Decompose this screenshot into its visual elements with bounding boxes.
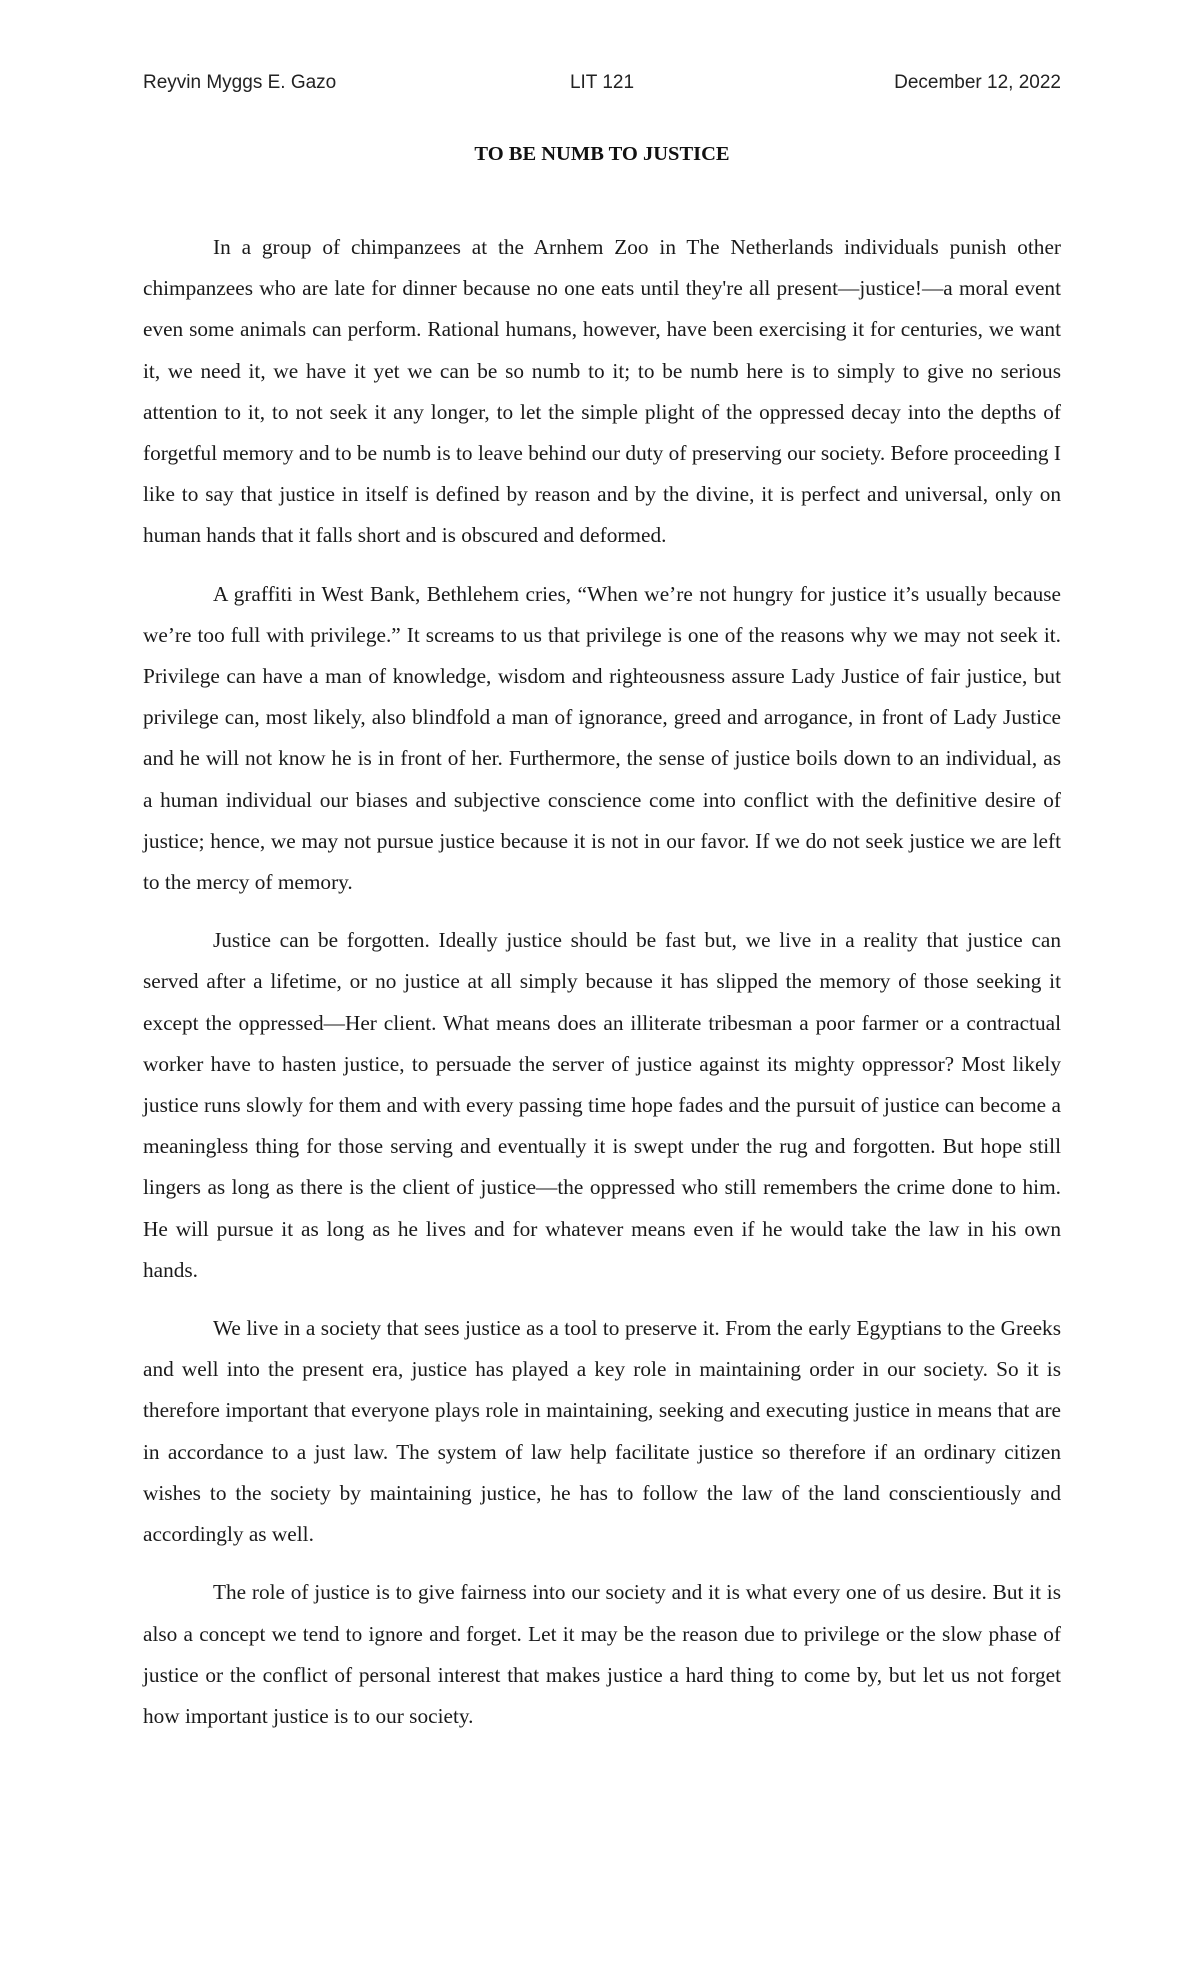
paragraph-1: In a group of chimpanzees at the Arnhem Zoo in The Netherlands individuals punish other chimpanzees who are late for dinner because no one eats until they're all present—justice!—a moral event even some animals can perform. Rational humans, however, have been exercising it for centuries, we want it, we need it, we have it yet we can be so numb to it; to be numb here is to simply to give no serious attention to it, to not seek it any longer, to let the simple plight of the oppressed decay into the depths of forgetful memory and to be numb is to leave behind our duty of preserving our society. Before proceeding I like to say that justice in itself is defined by reason and by the divine, it is perfect and universal, only on human hands that it falls short and is obscured and deformed. — [143, 235, 1061, 548]
header-date: December 12, 2022 — [894, 72, 1061, 93]
paragraph-5: The role of justice is to give fairness into our society and it is what every one of us desire. But it is also a concept we tend to ignore and forget. Let it may be the reason due to privilege or the slow phase of justice or the conflict of personal interest that makes justice a hard thing to come by, but let us not forget how important justice is to our society. — [143, 1580, 1061, 1728]
paragraph-2: A graffiti in West Bank, Bethlehem cries, “When we’re not hungry for justice it’s usually because we’re too full with privilege.” It screams to us that privilege is one of the reasons why we may not seek it. Privilege can have a man of knowledge, wisdom and righteousness assure Lady Justice of fair justice, but privilege can, most likely, also blindfold a man of ignorance, greed and arrogance, in front of Lady Justice and he will not know he is in front of her. Furthermore, the sense of justice boils down to an individual, as a human individual our biases and subjective conscience come into conflict with the definitive desire of justice; hence, we may not pursue justice because it is not in our favor. If we do not seek justice we are left to the mercy of memory. — [143, 581, 1061, 895]
header-course: LIT 121 — [569, 72, 635, 93]
paragraph-3: Justice can be forgotten. Ideally justice should be fast but, we live in a reality that justice can served after a lifetime, or no justice at all simply because it has slipped the memory of those seeking it except the oppressed—Her client. What means does an illiterate tribesman a poor farmer or a contractual worker have to hasten justice, to persuade the server of justice against its mighty oppressor? Most likely justice runs slowly for them and with every passing time hope fades and the pursuit of justice can become a meaningless thing for those serving and eventually it is swept under the rug and forgotten. But hope still lingers as long as there is the client of justice—the oppressed who still remembers the crime done to him. He will pursue it as long as he lives and for whatever means even if he would take the law in his own hands. — [143, 928, 1061, 1282]
essay-title: TO BE NUMB TO JUSTICE — [474, 143, 730, 165]
header-author: Reyvin Myggs E. Gazo — [143, 72, 337, 93]
essay-body — [143, 227, 1061, 1754]
page-header — [143, 72, 1061, 102]
paragraph-4: We live in a society that sees justice as a tool to preserve it. From the early Egyptians to the Greeks and well into the present era, justice has played a key role in maintaining order in our society. So it is therefore important that everyone plays role in maintaining, seeking and executing justice in means that are in accordance to a just law. The system of law help facilitate justice so therefore if an ordinary citizen wishes to the society by maintaining justice, he has to follow the law of the land conscientiously and accordingly as well. — [143, 1316, 1061, 1547]
